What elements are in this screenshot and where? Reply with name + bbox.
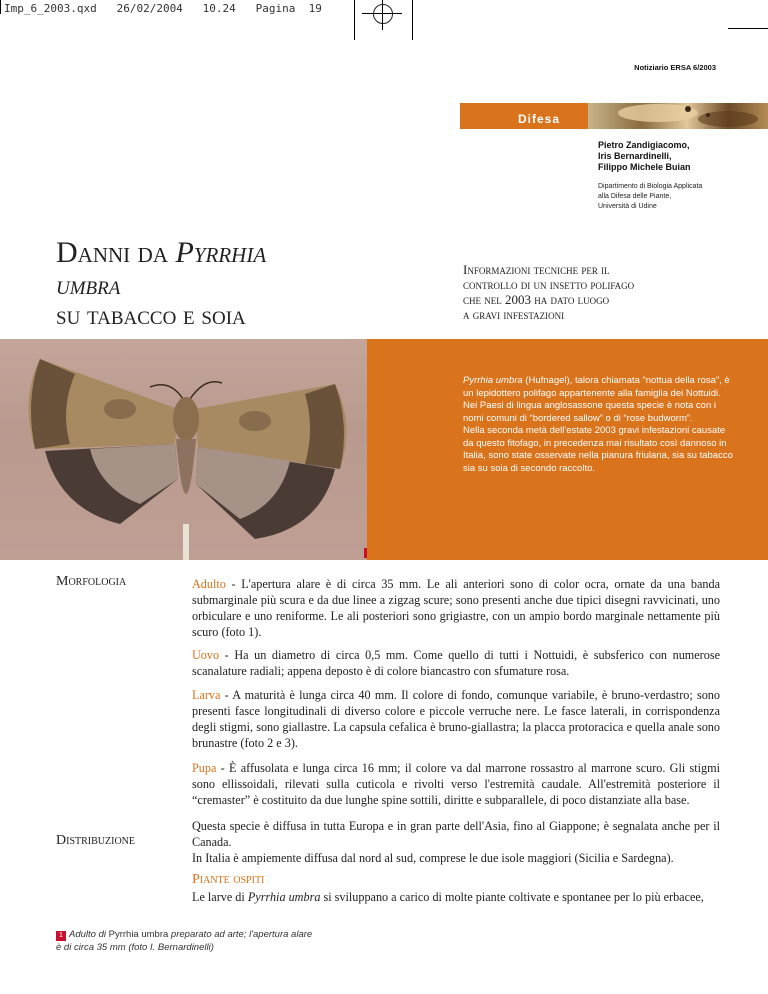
author-name: Iris Bernardinelli, [598, 151, 672, 161]
crop-mark [0, 0, 1, 14]
print-slug: Imp_6_2003.qxd 26/02/2004 10.24 Pagina 19 [4, 2, 322, 15]
intro-species: Pyrrhia umbra [463, 375, 523, 386]
text-piante-species: Pyrrhia umbra [247, 890, 321, 904]
department-line: Università di Udine [598, 203, 657, 210]
section-label: Difesa [460, 103, 588, 129]
text-distribuzione-2: In Italia è ampiemente diffusa dal nord al sud, comprese le due isole maggiori (Sicilia e Sardegna). [192, 851, 674, 865]
paragraph-uovo [192, 647, 720, 679]
figure-number-badge: 1 [56, 931, 66, 941]
text-piante-a: Le larve di [192, 890, 248, 904]
paragraph-distribuzione [192, 818, 720, 866]
intro-text [463, 375, 733, 475]
crop-mark [354, 0, 355, 40]
title-text: su tabacco e soia [56, 300, 246, 330]
caption-text: Adulto di [69, 929, 109, 940]
paragraph-adulto [192, 576, 720, 640]
intro-paragraph [463, 375, 733, 425]
caption-text: preparato ad arte; l'apertura alare [168, 929, 313, 940]
subtitle-line: controllo di un insetto polifago [463, 277, 635, 292]
journal-label: Notiziario ERSA 6/2003 [634, 63, 716, 72]
lead-larva: Larva [192, 688, 221, 702]
heading-piante-ospiti: Piante ospiti [192, 872, 265, 887]
department-line: Dipartimento di Biologia Applicata [598, 183, 703, 190]
moth-photo [0, 339, 367, 560]
text-distribuzione-1: Questa specie è diffusa in tutta Europa e in gran parte dell'Asia, fino al Giappone; è segnalata anche per il Canada. [192, 819, 720, 849]
intro-paragraph: Nella seconda metà dell'estate 2003 gravi infestazioni causate da questo fitofago, in precedenza mai risultato così dannoso in Italia, sono state osservate nella pianura friulana, sia su tabacco sia su soia di secondo raccolto. [463, 425, 733, 474]
registration-mark [382, 0, 383, 30]
text-pupa: - È affusolata e lunga circa 16 mm; il colore va dal marrone rossastro al marrone scuro. Gli stigmi sono ellissoidali, rilevati sulla cuticola e rivolti verso l'estremità caudale. All'estremità posteriore il “cremaster” è costituito da due lunghe spine sottili, diritte e subparallele, di poco distanziate alla base. [192, 761, 720, 807]
lead-pupa: Pupa [192, 761, 217, 775]
title-text: Danni da [56, 236, 176, 269]
author-name: Filippo Michele Buian [598, 162, 691, 172]
caption-species: Pyrrhia umbra [108, 929, 169, 940]
authors [598, 140, 758, 173]
section-header-photo [588, 103, 768, 129]
subtitle-line: che nel 2003 ha dato luogo [463, 292, 610, 307]
author-name: Pietro Zandigiacomo, [598, 140, 690, 150]
text-uovo: - Ha un diametro di circa 0,5 mm. Come quello di tutti i Nottuidi, è subsferico con numerose scanalature radiali; appena deposto è di colore biancastro con sfumature rosa. [192, 648, 720, 678]
crop-mark [412, 0, 413, 40]
figure-caption [56, 928, 386, 954]
paragraph-larva [192, 687, 720, 751]
paragraph-piante-ospiti [192, 889, 720, 905]
subtitle-line: Informazioni tecniche per il [463, 262, 610, 277]
title-species: Pyrrhia [175, 236, 267, 269]
heading-distribuzione: Distribuzione [56, 833, 135, 848]
caption-text: è di circa 35 mm (foto I. Bernardinelli) [56, 942, 214, 953]
text-larva: - A maturità è lunga circa 40 mm. Il colore di fondo, comunque variabile, è bruno-verdastro; sono presenti fasce longitudinali di diverso colore e piccole verruche nere. Le fasce laterali, in corrispondenza degli stigmi, sono giallastre. La capsula cefalica è bruno-giallastra; la placca protoracica e quella anale sono brunastre (foto 2 e 3). [192, 688, 720, 750]
subtitle-line: a gravi infestazioni [463, 307, 565, 322]
text-piante-b: si sviluppano a carico di molte piante coltivate e spontanee per lo più erbacee, [320, 890, 704, 904]
title-species: umbra [56, 270, 121, 300]
paragraph-pupa [192, 760, 720, 808]
article-subtitle [463, 262, 723, 322]
text-adulto: - L'apertura alare è di circa 35 mm. Le ali anteriori sono di color ocra, ornate da una banda submarginale più scura e da due linee a zigzag scure; sono presenti anche due tipici disegni ravvicinati, uno orbiculare e uno reniforme. Le ali posteriori sono grigiastre, con un ampio bordo marginale nettamente più scuro (foto 1). [192, 577, 720, 639]
department [598, 182, 758, 212]
department-line: alla Difesa delle Piante, [598, 193, 672, 200]
crop-mark [728, 28, 768, 29]
registration-mark [373, 4, 393, 24]
intro-text-1: (Hufnagel), talora chiamata “nottua della rosa”, è un lepidottero polifago appartenente alla famiglia dei Nottuidi. Nei Paesi di lingua anglosassone questa specie è nota con i nomi comuni di “bordered sallow” o di “rose budworm”. [463, 375, 730, 424]
article-title [56, 236, 416, 330]
lead-adulto: Adulto [192, 577, 226, 591]
lead-uovo: Uovo [192, 648, 220, 662]
heading-morfologia: Morfologia [56, 574, 127, 589]
